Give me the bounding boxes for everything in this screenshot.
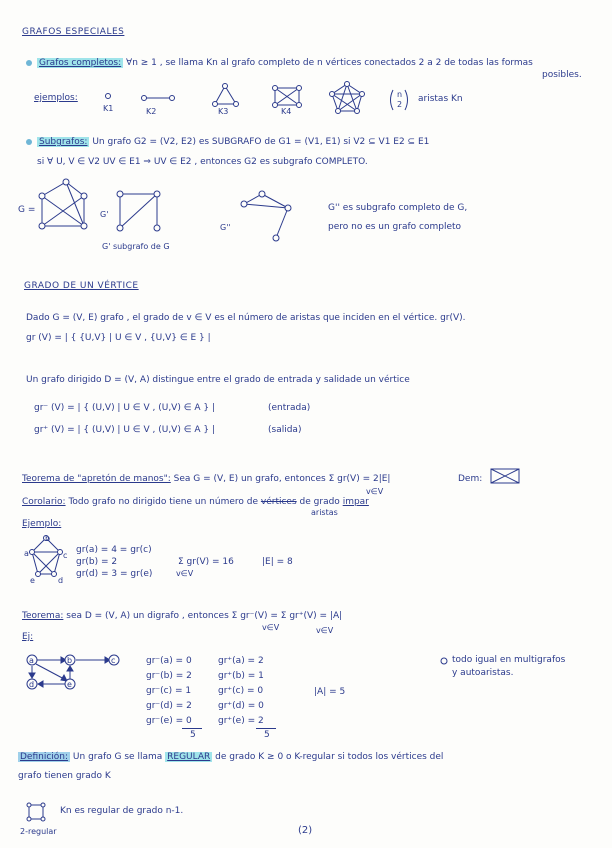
- k1-label: K1: [103, 104, 114, 113]
- in-degree-d: gr⁻(d) = 2: [146, 701, 192, 711]
- def2-c: grafo tienen grado K: [18, 771, 111, 781]
- regular-caption: 2-regular: [20, 827, 57, 836]
- binom-top: n: [397, 90, 403, 99]
- in-degree-a: gr⁻(a) = 0: [146, 656, 192, 666]
- theorem2-label: Teorema:: [22, 611, 64, 621]
- in-degree-formula: gr⁻ (V) = | { (U,V) | U ∈ V , (U,V) ∈ A } |: [34, 403, 216, 413]
- section-title-special-graphs: GRAFOS ESPECIALES: [22, 27, 125, 37]
- ej-label: Ej:: [22, 632, 34, 642]
- subgraph-text: Un grafo G2 = (V2, E2) es SUBGRAFO de G1 = (V1, E1) si V2 ⊆ V1 E2 ⊆ E1: [92, 137, 430, 147]
- out-total-rule: [256, 728, 276, 729]
- dg-node-c: c: [111, 656, 116, 665]
- in-degree-e: gr⁻(e) = 0: [146, 716, 192, 726]
- side-note-bullet-icon: [440, 657, 450, 667]
- regular-graph-square: [26, 802, 48, 824]
- graph-g: [36, 176, 96, 246]
- in-degree-b: gr⁻(b) = 2: [146, 671, 192, 681]
- binom-bottom: 2: [397, 100, 403, 109]
- theorem2-sub2: v∈V: [316, 626, 334, 635]
- ex-node-a: a: [24, 549, 29, 558]
- g2-note: G'' es subgrafo completo de G,: [328, 203, 468, 213]
- section-title-vertex-degree: GRADO DE UN VÉRTICE: [24, 281, 139, 291]
- ex-sum-sub: v∈V: [176, 569, 194, 578]
- ex-sum: Σ gr(V) = 16: [178, 557, 234, 567]
- digraph-theorem: [22, 611, 342, 622]
- def2-a: Un grafo G se llama: [72, 752, 163, 762]
- bullet-icon: [26, 60, 32, 66]
- side-note: todo igual en multigrafos: [452, 655, 566, 665]
- complete-graphs-text2: posibles.: [542, 70, 582, 80]
- ex-line-1: gr(a) = 4 = gr(c): [76, 545, 152, 555]
- k2-label: K2: [146, 107, 157, 116]
- example-label: Ejemplo:: [22, 519, 62, 529]
- graph-g2-label: G'': [220, 223, 231, 232]
- corollary-text2: de grado: [299, 497, 340, 507]
- graph-g2: [238, 188, 298, 250]
- graph-g-label: G =: [18, 205, 36, 215]
- g2-note2: pero no es un grafo completo: [328, 222, 462, 232]
- k5-graph: [330, 82, 366, 116]
- corollary-impar: impar: [342, 497, 369, 507]
- dg-node-a: a: [29, 656, 34, 665]
- out-degree-total: 5: [264, 730, 270, 740]
- in-degree-note: (entrada): [268, 403, 311, 413]
- out-degree-c: gr⁺(c) = 0: [218, 686, 264, 696]
- dem-label: Dem:: [458, 474, 483, 484]
- in-degree-c: gr⁻(c) = 1: [146, 686, 192, 696]
- theorem2-text: sea D = (V, A) un digrafo , entonces Σ gr⁻(V) = Σ gr⁺(V) = |A|: [66, 611, 343, 621]
- side-note2: y autoaristas.: [452, 668, 514, 678]
- kn-regular: Kn es regular de grado n-1.: [60, 806, 184, 816]
- g1-caption: G' subgrafo de G: [102, 242, 170, 251]
- complete-graphs-label: Grafos completos:: [39, 58, 122, 68]
- theorem2-sub1: v∈V: [262, 623, 280, 632]
- ex-node-d: d: [58, 576, 64, 585]
- out-degree-e: gr⁺(e) = 2: [218, 716, 264, 726]
- ex-node-c: c: [63, 551, 68, 560]
- complete-graphs-text: ∀n ≥ 1 , se llama Kn al grafo completo de n vértices conectados 2 a 2 de todas las formas: [126, 58, 533, 68]
- ex-node-e: e: [30, 576, 35, 585]
- handshake-label: Teorema de "apretón de manos":: [22, 474, 171, 484]
- corollary-label: Corolario:: [22, 497, 66, 507]
- dem-graph: [488, 466, 524, 488]
- complete-graphs-line: [37, 58, 533, 69]
- subgraph-text2: si ∀ U, V ∈ V2 UV ∈ E1 ⇒ UV ∈ E2 , entonces G2 es subgrafo COMPLETO.: [37, 157, 368, 167]
- out-degree-note: (salida): [268, 425, 302, 435]
- regular-definition: [18, 752, 443, 763]
- def2-b: de grado K ≥ 0 o K-regular si todos los vértices del: [215, 752, 444, 762]
- dg-node-b: b: [67, 656, 73, 665]
- graph-g1: [112, 184, 172, 244]
- in-total-rule: [182, 728, 202, 729]
- ex-edges: |E| = 8: [262, 557, 293, 567]
- directed-text: Un grafo dirigido D = (V, A) distingue entre el grado de entrada y salidade un vértice: [26, 375, 410, 385]
- handshake-sub: v∈V: [366, 487, 384, 496]
- dg-node-d: d: [29, 680, 35, 689]
- dg-node-e: e: [67, 680, 72, 689]
- aristas-kn: aristas Kn: [418, 94, 463, 104]
- arc-count: |A| = 5: [314, 687, 346, 697]
- in-degree-total: 5: [190, 730, 196, 740]
- ex-line-2: gr(b) = 2: [76, 557, 118, 567]
- k4-label: K4: [281, 107, 292, 116]
- out-degree-d: gr⁺(d) = 0: [218, 701, 264, 711]
- out-degree-formula: gr⁺ (V) = | { (U,V) | U ∈ V , (U,V) ∈ A } |: [34, 425, 216, 435]
- subgraph-line: [37, 137, 429, 148]
- ex-node-b: b: [45, 534, 51, 543]
- out-degree-b: gr⁺(b) = 1: [218, 671, 264, 681]
- degree-definition: Dado G = (V, E) grafo , el grado de v ∈ V es el número de aristas que inciden en el vértice. gr(V).: [26, 313, 466, 323]
- handshake-theorem: [22, 474, 390, 485]
- def2-regular: REGULAR: [167, 752, 211, 762]
- examples-label: ejemplos:: [34, 93, 78, 103]
- subgraph-label: Subgrafos:: [39, 137, 88, 147]
- ex-line-3: gr(d) = 3 = gr(e): [76, 569, 153, 579]
- corollary-text: Todo grafo no dirigido tiene un número de: [68, 497, 259, 507]
- handshake-text: Sea G = (V, E) un grafo, entonces Σ gr(V) = 2|E|: [173, 474, 391, 484]
- out-degree-a: gr⁺(a) = 2: [218, 656, 264, 666]
- corollary-strike: vértices: [260, 497, 297, 507]
- k3-label: K3: [218, 107, 229, 116]
- definition-label: Definición:: [20, 752, 69, 762]
- graph-g1-label: G': [100, 210, 109, 219]
- page-number: (2): [298, 825, 313, 836]
- degree-formula: gr (V) = | { {U,V} | U ∈ V , {U,V} ∈ E } |: [26, 333, 211, 343]
- corollary-aristas: aristas: [311, 508, 338, 517]
- bullet-icon: [26, 139, 32, 145]
